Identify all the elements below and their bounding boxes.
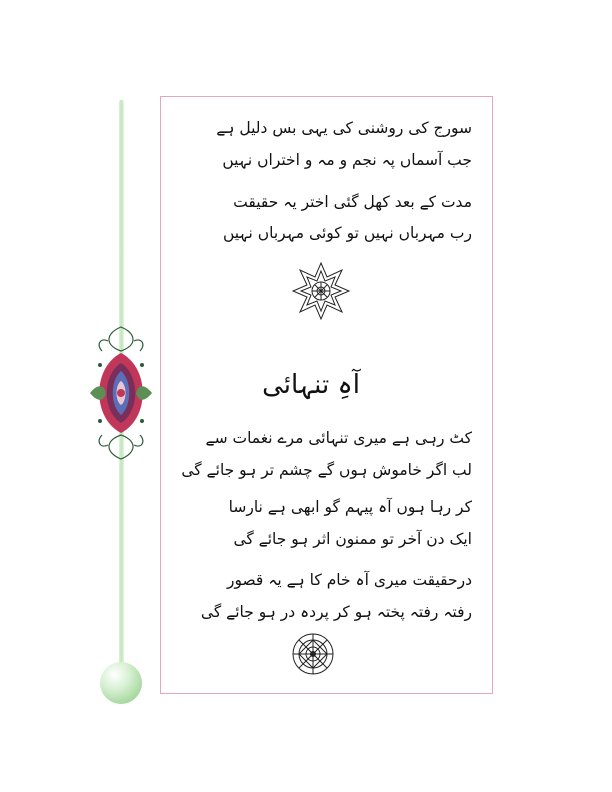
poem-title: آہِ تنہائی bbox=[262, 370, 360, 400]
star-rosette-icon bbox=[291, 261, 351, 321]
poem2-line-6: رفتہ رفتہ پختہ ہو کر پردہ در ہو جائے گی bbox=[200, 603, 472, 621]
poem1-line-3: مدت کے بعد کھل گئی اختر یہ حقیقت bbox=[233, 193, 472, 211]
round-rosette-icon bbox=[291, 632, 335, 676]
poem1-line-2: جب آسماں پہ نجم و مہ و اختراں نہیں bbox=[222, 151, 472, 169]
poem2-line-5: درحقیقت میری آہ خام کا ہے یہ قصور bbox=[227, 571, 472, 589]
poem1-line-1: سورج کی روشنی کی یہی بس دلیل ہے bbox=[216, 119, 472, 137]
poem2-line-2: لب اگر خاموش ہوں گے چشم تر ہو جائے گی bbox=[181, 461, 472, 479]
poem2-line-1: کٹ رہی ہے میری تنہائی مرے نغمات سے bbox=[205, 429, 472, 447]
poem1-line-4: رب مہرباں نہیں تو کوئی مہرباں نہیں bbox=[222, 224, 472, 242]
poem2-line-3: کر رہا ہوں آہ پیہم گو ابھی ہے نارسا bbox=[228, 498, 472, 516]
poem2-line-4: ایک دن آخر تو ممنون اثر ہو جائے گی bbox=[233, 530, 472, 548]
floral-ornament-icon bbox=[86, 323, 156, 463]
pearl-bead-icon bbox=[98, 660, 144, 706]
